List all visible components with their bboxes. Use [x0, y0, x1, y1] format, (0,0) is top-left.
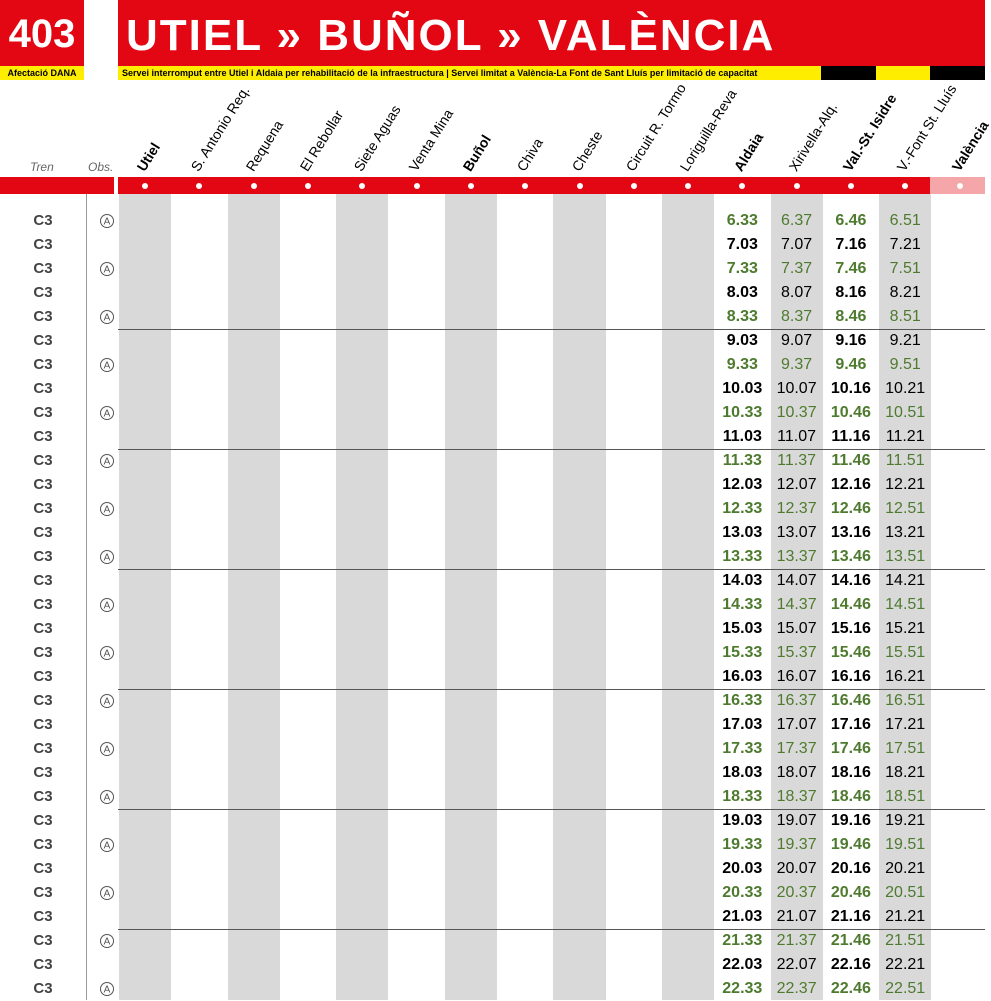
station-header: El Rebollar	[296, 107, 347, 174]
time-cell: 7.03	[726, 236, 758, 253]
time-cell: 14.16	[830, 572, 871, 589]
train-code: C3	[33, 596, 53, 613]
station-header: V.-Font St. Lluís	[893, 81, 960, 174]
time-cell: 7.51	[889, 260, 921, 277]
time-cell: 19.21	[885, 812, 926, 829]
tren-header: Tren	[30, 160, 54, 174]
time-cell: 15.33	[722, 644, 763, 661]
train-code: C3	[33, 692, 53, 709]
time-cell: 13.16	[830, 524, 871, 541]
time-cell: 17.16	[830, 716, 871, 733]
time-cell: 15.21	[885, 620, 926, 637]
obs-header: Obs.	[88, 160, 114, 174]
circled-a-icon	[99, 261, 115, 277]
station-dot	[414, 183, 420, 189]
train-code: C3	[33, 644, 53, 661]
station-header: Utiel	[133, 139, 164, 174]
time-cell: 18.16	[830, 764, 871, 781]
svg-text:A: A	[103, 840, 111, 852]
time-cell: 12.03	[722, 476, 763, 493]
time-cell: 19.16	[830, 812, 871, 829]
grey-column	[228, 194, 280, 1000]
time-cell: 17.21	[885, 716, 926, 733]
time-cell: 12.21	[885, 476, 926, 493]
time-cell: 12.07	[776, 476, 817, 493]
svg-text:A: A	[103, 984, 111, 996]
circled-a-icon	[99, 597, 115, 613]
time-cell: 17.03	[722, 716, 763, 733]
time-cell: 17.46	[830, 740, 871, 757]
time-cell: 21.07	[776, 908, 817, 925]
time-cell: 8.51	[889, 308, 921, 325]
time-cell: 16.07	[776, 668, 817, 685]
time-cell: 13.07	[776, 524, 817, 541]
time-cell: 11.16	[831, 428, 871, 445]
svg-text:A: A	[103, 312, 111, 324]
time-cell: 9.37	[781, 356, 813, 373]
station-header: Xirivella-Alq.	[785, 99, 840, 174]
train-code: C3	[33, 884, 53, 901]
time-cell: 15.03	[722, 620, 763, 637]
circled-a-icon	[99, 693, 115, 709]
train-code: C3	[33, 908, 53, 925]
time-cell: 10.03	[722, 380, 763, 397]
time-cell: 20.46	[830, 884, 871, 901]
time-cell: 13.21	[885, 524, 926, 541]
time-cell: 20.21	[885, 860, 926, 877]
time-cell: 15.07	[776, 620, 817, 637]
circled-a-icon	[99, 885, 115, 901]
svg-text:A: A	[103, 888, 111, 900]
train-code: C3	[33, 260, 53, 277]
station-header: Siete Aguas	[350, 102, 404, 174]
time-cell: 8.33	[726, 308, 758, 325]
time-cell: 19.37	[776, 836, 817, 853]
time-cell: 17.51	[885, 740, 926, 757]
svg-text:A: A	[103, 600, 111, 612]
time-cell: 18.51	[885, 788, 926, 805]
station-header: Aldaia	[730, 129, 767, 174]
train-code: C3	[33, 500, 53, 517]
time-cell: 11.03	[722, 428, 762, 445]
time-cell: 14.37	[776, 596, 817, 613]
circled-a-icon	[99, 453, 115, 469]
time-cell: 9.46	[835, 356, 867, 373]
station-header: Circuit R. Tormo	[622, 80, 689, 174]
time-cell: 19.51	[885, 836, 926, 853]
time-cell: 14.46	[830, 596, 871, 613]
train-code: C3	[33, 356, 53, 373]
circled-a-icon	[99, 741, 115, 757]
train-code: C3	[33, 476, 53, 493]
notice-strip-black-2	[930, 66, 985, 80]
time-cell: 22.46	[830, 980, 871, 997]
time-cell: 10.51	[885, 404, 926, 421]
train-code: C3	[33, 932, 53, 949]
station-header: Requena	[242, 117, 286, 174]
station-header: S. Antonio Req.	[187, 83, 253, 174]
time-cell: 17.33	[722, 740, 763, 757]
grey-column	[336, 194, 388, 1000]
time-cell: 11.21	[885, 428, 925, 445]
grey-column	[119, 194, 171, 1000]
time-cell: 14.03	[722, 572, 763, 589]
time-cell: 22.07	[776, 956, 817, 973]
time-cell: 21.16	[830, 908, 871, 925]
circled-a-icon	[99, 405, 115, 421]
grey-column	[662, 194, 714, 1000]
train-code: C3	[33, 452, 53, 469]
train-code: C3	[33, 524, 53, 541]
station-dot	[305, 183, 311, 189]
train-code: C3	[33, 956, 53, 973]
time-cell: 21.51	[885, 932, 926, 949]
time-cell: 11.33	[722, 452, 762, 469]
train-code: C3	[33, 284, 53, 301]
svg-text:A: A	[103, 552, 111, 564]
time-cell: 7.21	[889, 236, 921, 253]
time-cell: 19.03	[722, 812, 763, 829]
time-cell: 7.46	[835, 260, 867, 277]
time-cell: 22.51	[885, 980, 926, 997]
circled-a-icon	[99, 549, 115, 565]
train-code: C3	[33, 980, 53, 997]
time-cell: 12.51	[885, 500, 926, 517]
time-cell: 9.21	[889, 332, 921, 349]
time-cell: 6.46	[835, 212, 867, 229]
time-cell: 18.21	[885, 764, 926, 781]
svg-text:A: A	[103, 408, 111, 420]
notice-strip-yellow	[876, 66, 930, 80]
train-code: C3	[33, 836, 53, 853]
time-cell: 16.33	[722, 692, 763, 709]
svg-text:A: A	[103, 792, 111, 804]
time-cell: 16.46	[830, 692, 871, 709]
train-code: C3	[33, 788, 53, 805]
time-cell: 7.16	[835, 236, 867, 253]
train-code: C3	[33, 236, 53, 253]
circled-a-icon	[99, 309, 115, 325]
station-header: Buñol	[459, 131, 494, 174]
station-dot	[848, 183, 854, 189]
time-cell: 20.33	[722, 884, 763, 901]
time-cell: 20.37	[776, 884, 817, 901]
train-code: C3	[33, 668, 53, 685]
time-cell: 21.33	[722, 932, 763, 949]
circled-a-icon	[99, 501, 115, 517]
station-header: València	[948, 117, 991, 174]
badge-subtitle: Afectació DANA	[0, 66, 84, 80]
time-cell: 14.21	[885, 572, 926, 589]
station-dot	[577, 183, 583, 189]
svg-text:A: A	[103, 744, 111, 756]
time-cell: 16.16	[830, 668, 871, 685]
time-cell: 15.16	[830, 620, 871, 637]
time-cell: 15.51	[885, 644, 926, 661]
time-cell: 16.21	[885, 668, 926, 685]
notice-strip-black	[821, 66, 876, 80]
svg-text:A: A	[103, 504, 111, 516]
time-cell: 9.03	[726, 332, 758, 349]
time-cell: 9.51	[889, 356, 921, 373]
time-cell: 10.46	[830, 404, 871, 421]
train-code: C3	[33, 548, 53, 565]
time-cell: 19.07	[776, 812, 817, 829]
train-code: C3	[33, 860, 53, 877]
time-cell: 17.37	[776, 740, 817, 757]
svg-text:A: A	[103, 456, 111, 468]
time-cell: 21.46	[830, 932, 871, 949]
train-code: C3	[33, 332, 53, 349]
train-code: C3	[33, 812, 53, 829]
time-cell: 19.46	[830, 836, 871, 853]
grey-column	[445, 194, 497, 1000]
time-cell: 8.16	[835, 284, 867, 301]
time-cell: 8.46	[835, 308, 867, 325]
time-cell: 9.33	[726, 356, 758, 373]
train-code: C3	[33, 380, 53, 397]
circled-a-icon	[99, 213, 115, 229]
svg-text:A: A	[103, 360, 111, 372]
time-cell: 20.16	[830, 860, 871, 877]
train-code: C3	[33, 620, 53, 637]
time-cell: 22.37	[776, 980, 817, 997]
time-cell: 13.46	[830, 548, 871, 565]
svg-text:A: A	[103, 264, 111, 276]
station-header: Venta Mina	[405, 106, 456, 174]
svg-text:A: A	[103, 936, 111, 948]
time-cell: 8.03	[726, 284, 758, 301]
time-cell: 18.46	[830, 788, 871, 805]
time-cell: 20.51	[885, 884, 926, 901]
time-cell: 20.07	[776, 860, 817, 877]
time-cell: 9.16	[835, 332, 867, 349]
circled-a-icon	[99, 981, 115, 997]
circled-a-icon	[99, 933, 115, 949]
train-code: C3	[33, 764, 53, 781]
route-title: UTIEL » BUÑOL » VALÈNCIA	[126, 11, 776, 60]
train-code: C3	[33, 716, 53, 733]
station-header: Chiva	[513, 135, 547, 174]
time-cell: 19.33	[722, 836, 763, 853]
time-cell: 22.33	[722, 980, 763, 997]
time-cell: 14.07	[776, 572, 817, 589]
svg-text:A: A	[103, 696, 111, 708]
time-cell: 22.16	[830, 956, 871, 973]
time-cell: 7.33	[726, 260, 758, 277]
time-cell: 13.03	[722, 524, 763, 541]
time-cell: 21.37	[776, 932, 817, 949]
time-cell: 18.07	[776, 764, 817, 781]
time-cell: 16.03	[722, 668, 763, 685]
time-cell: 11.37	[777, 452, 817, 469]
time-cell: 11.46	[831, 452, 871, 469]
time-cell: 18.03	[722, 764, 763, 781]
station-header: Val.-St. Isidre	[839, 90, 900, 174]
time-cell: 6.37	[781, 212, 813, 229]
time-cell: 13.51	[885, 548, 926, 565]
circled-a-icon	[99, 837, 115, 853]
time-cell: 12.46	[830, 500, 871, 517]
time-cell: 12.37	[776, 500, 817, 517]
time-cell: 16.37	[776, 692, 817, 709]
time-cell: 12.33	[722, 500, 763, 517]
train-code: C3	[33, 212, 53, 229]
time-cell: 10.16	[830, 380, 871, 397]
time-cell: 22.03	[722, 956, 763, 973]
obs-divider	[86, 194, 87, 1000]
grey-column	[553, 194, 605, 1000]
train-code: C3	[33, 572, 53, 589]
time-cell: 18.33	[722, 788, 763, 805]
dot-band-left	[0, 177, 114, 194]
station-header: Loriguilla-Reva	[676, 86, 740, 174]
svg-text:A: A	[103, 648, 111, 660]
time-cell: 15.37	[776, 644, 817, 661]
train-code: C3	[33, 308, 53, 325]
time-cell: 7.07	[781, 236, 813, 253]
time-cell: 10.21	[885, 380, 926, 397]
time-cell: 13.37	[776, 548, 817, 565]
circled-a-icon	[99, 357, 115, 373]
time-cell: 10.37	[776, 404, 817, 421]
time-cell: 8.07	[781, 284, 813, 301]
station-dot	[631, 183, 637, 189]
station-dot	[468, 183, 474, 189]
service-notice: Servei interromput entre Utiel i Aldaia per rehabilitació de la infraestructura | Servei limitat a València-La Font de Sant Lluís per limitació de capacitat	[118, 66, 821, 80]
time-cell: 7.37	[781, 260, 813, 277]
circled-a-icon	[99, 789, 115, 805]
station-header: Cheste	[567, 127, 606, 174]
time-cell: 21.03	[722, 908, 763, 925]
time-cell: 8.21	[889, 284, 921, 301]
time-cell: 15.46	[830, 644, 871, 661]
station-dot	[251, 183, 257, 189]
time-cell: 14.51	[885, 596, 926, 613]
train-code: C3	[33, 740, 53, 757]
circled-a-icon	[99, 645, 115, 661]
time-cell: 16.51	[885, 692, 926, 709]
time-cell: 11.51	[885, 452, 925, 469]
time-cell: 21.21	[885, 908, 926, 925]
station-dot	[794, 183, 800, 189]
time-cell: 11.07	[777, 428, 817, 445]
train-code: C3	[33, 404, 53, 421]
train-code: C3	[33, 428, 53, 445]
station-dot	[957, 183, 963, 189]
station-dot-band	[118, 177, 985, 194]
time-cell: 8.37	[781, 308, 813, 325]
time-cell: 6.51	[889, 212, 921, 229]
time-cell: 20.03	[722, 860, 763, 877]
line-number: 403	[8, 12, 76, 56]
time-cell: 10.33	[722, 404, 763, 421]
time-cell: 18.37	[776, 788, 817, 805]
time-cell: 14.33	[722, 596, 763, 613]
time-cell: 10.07	[776, 380, 817, 397]
time-cell: 12.16	[830, 476, 871, 493]
time-cell: 9.07	[781, 332, 813, 349]
time-cell: 17.07	[776, 716, 817, 733]
time-cell: 22.21	[885, 956, 926, 973]
time-cell: 6.33	[726, 212, 758, 229]
time-cell: 13.33	[722, 548, 763, 565]
svg-text:A: A	[103, 216, 111, 228]
